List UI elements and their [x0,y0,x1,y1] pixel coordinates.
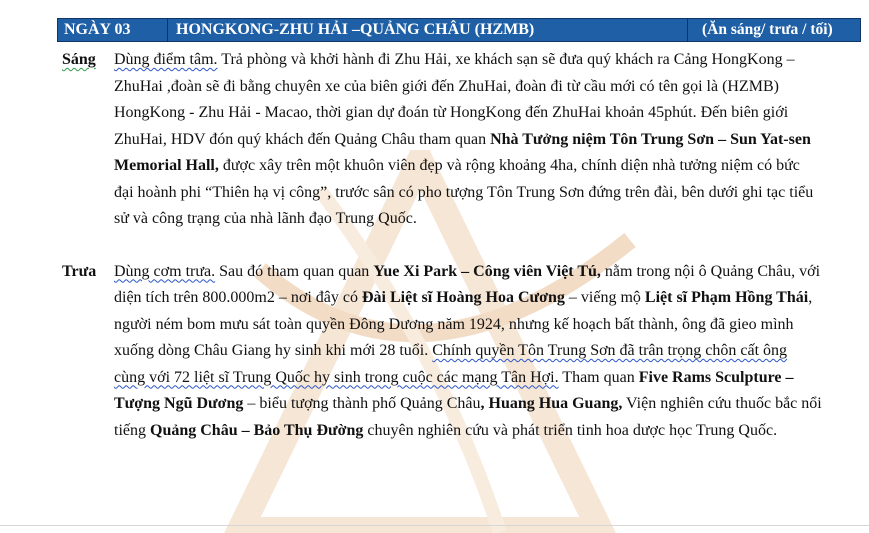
noon-attraction: , Huang Hua Guang, [480,395,623,412]
noon-section [62,259,822,445]
noon-attraction: Quảng Châu – Bảo Thụ Đường [150,421,364,439]
morning-text-part: Trả phòng và khởi hành đi Zhu Hải, xe khách sạn sẽ đưa quý khách ra Cảng HongKong – ZhuHai ,đoàn sẽ đi bằng chuyên xe của biên giới đến ZhuHai, đoàn đi từ cầu mới có tên gọi là (HZMB) HongKong - Zhu Hải - Macao, thời gian dự đoán từ HongKong đến ZhuHai khoản 45phút. Đến biên giới ZhuHai, HDV đón quý khách đến Quảng Châu tham quan [114,51,795,148]
morning-section [62,47,822,233]
noon-text-part: nằm trong nội ô Quảng Châu, với diện tích trên 800.000m2 – nơi đây có [114,262,821,306]
noon-text-part: chuyên nghiên cứu và phát triển tinh hoa dược học Trung Quốc. [363,421,778,439]
noon-label: Trưa [62,262,97,280]
noon-attraction: Liệt sĩ Phạm Hồng Thái [644,289,809,306]
day-number: NGÀY 03 [58,19,168,41]
noon-attraction: Đài Liệt sĩ Hoàng Hoa Cương [361,289,565,306]
morning-breakfast-text: Dùng điểm tâm. [114,51,218,68]
noon-attraction: Five Rams Sculpture – Tượng Ngũ Dương [114,368,794,412]
morning-text-part: được xây trên một khuôn viên đẹp và rộng khoảng 4ha, chính diện nhà tưởng niệm có bức đại hoành phi “Thiên hạ vị công”, trước sân có pho tượng Tôn Trung Sơn đứng trên đài, bên dưới ghi tạc tiểu sử và công trạng của nhà lãnh đạo Trung Quốc. [114,157,814,227]
noon-text-part: – biểu tượng thành phố Quảng Châu [243,395,481,412]
morning-label: Sáng [62,51,96,68]
noon-text-part: Tham quan [558,368,639,386]
noon-text-part: – viếng mộ [564,289,645,306]
noon-text-part: , người ném bom mưu sát toàn quyền Đông Dương năm 1924, nhưng kế hoạch bất thành, ông đã gieo mình xuống dòng Châu Giang hy sinh khi mới 28 tuổi. [114,289,813,359]
meals-included: (Ăn sáng/ trưa / tối) [702,21,833,38]
noon-text-part: Sau đó tham quan quan [215,262,374,280]
noon-underlined-text: Chính quyền Tôn Trung Sơn đã trân trọng chôn cất ông cùng với 72 liệt sĩ Trung Quốc hy sinh trong cuộc các mạng Tân Hợi. [114,342,788,386]
day-header-bar [57,18,861,42]
morning-attraction: Nhà Tưởng niệm Tôn Trung Sơn – Sun Yat-sen Memorial Hall, [114,130,811,174]
noon-lunch-text: Dùng cơm trưa. [114,262,216,280]
morning-text [114,47,822,233]
day-route-title: HONGKONG-ZHU HẢI –QUẢNG CHÂU (HZMB) [168,19,688,41]
noon-text [114,259,822,445]
noon-text-part: Viện nghiên cứu thuốc bắc nổi tiếng [114,395,822,439]
itinerary-content [62,47,822,444]
noon-attraction: Yue Xi Park – Công viên Việt Tú, [373,262,601,280]
page-bottom-rule [0,525,869,526]
